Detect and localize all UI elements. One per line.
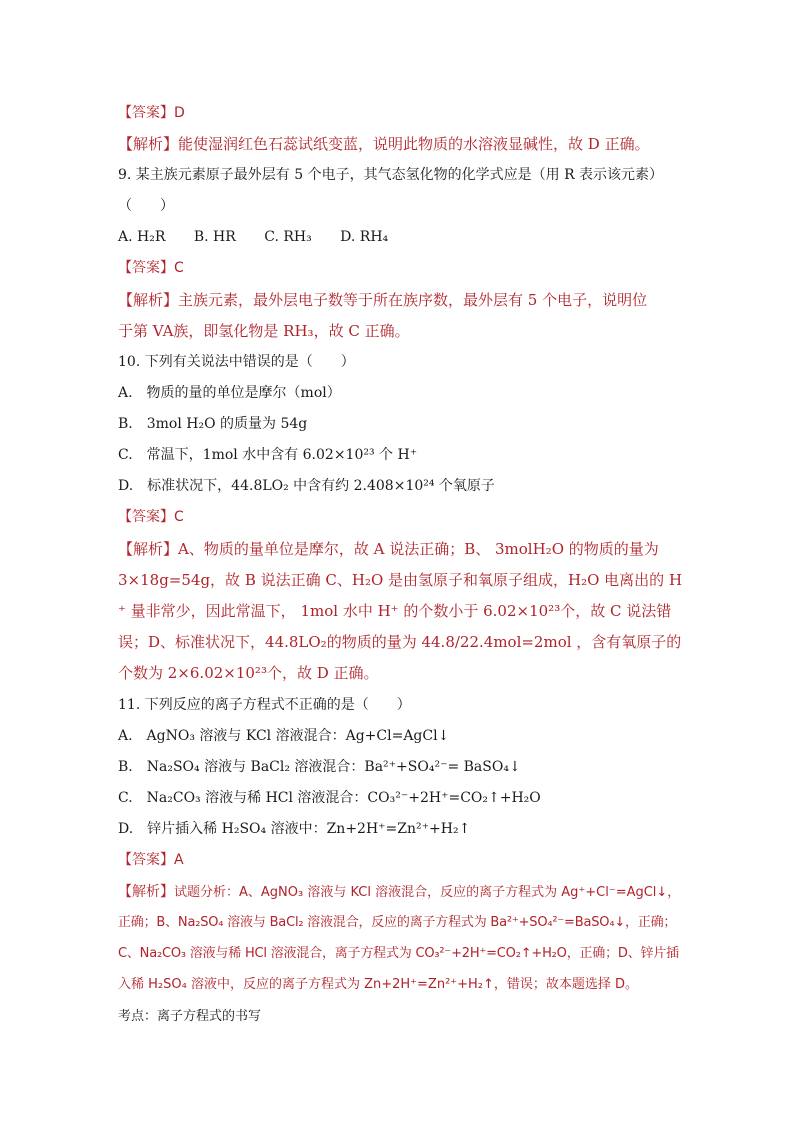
q9-paren: （ ） [118,198,174,214]
q9-analysis-line-1 [118,290,647,310]
q10-answer: C [174,509,184,525]
q9-answer: C [174,260,184,276]
q11-option-c: C. Na₂CO₃ 溶液与稀 HCl 溶液混合：CO₃²⁻+2H⁺=CO₂↑+H₂O [118,790,541,806]
q11-kaodian: ：离子方程式的书写 [144,1009,262,1024]
q11-analysis-line-4: 入稀 H₂SO₄ 溶液中，反应的离子方程式为 Zn+2H⁺=Zn²⁺+H₂↑，错误；故本题选择 D。 [118,977,639,992]
q9-option-c: C. RH₃ [264,229,312,245]
q11-answer-line [118,850,184,870]
q10-option-d: D. 标准状况下，44.8LO₂ 中含有约 2.408×10²⁴ 个氧原子 [118,478,495,494]
q10-option-a: A. 物质的量的单位是摩尔（mol） [118,385,341,401]
q9-option-a: A. H₂R [118,229,166,245]
q10-analysis-line-4: 误；D、标准状况下，44.8LO₂的物质的量为 44.8/22.4mol=2mol ，含有氧原子的 [118,633,682,651]
q9-analysis-1: 主族元素，最外层电子数等于所在族序数，最外层有 5 个电子，说明位 [178,291,648,309]
q10-stem: 10. 下列有关说法中错误的是（ ） [118,354,355,370]
kaodian-label: 考点 [118,1009,145,1024]
q9-analysis-line-2: 于第 VA族，即氢化物是 RH₃，故 C 正确。 [118,322,410,340]
q9-option-b: B. HR [193,229,236,245]
q10-option-b: B. 3mol H₂O 的质量为 54g [118,416,308,432]
analysis-label: 【解析】 [118,135,179,153]
q11-analysis-1: 试题分析：A、AgNO₃ 溶液与 KCl 溶液混合，反应的离子方程式为 Ag⁺+Cl⁻=AgCl↓， [174,885,681,900]
q10-analysis-line-3: ⁺ 量非常少，因此常温下， 1mol 水中 H⁺ 的个数小于 6.02×10²³个，故 C 说法错 [118,602,672,620]
q11-answer: A [174,852,184,868]
q9-option-d: D. RH₄ [340,229,389,245]
analysis-label: 【解析】 [118,884,174,900]
q11-option-b: B. Na₂SO₄ 溶液与 BaCl₂ 溶液混合：Ba²⁺+SO₄²⁻= BaSO₄↓ [118,759,521,775]
answer-label: 【答案】 [118,260,174,276]
q11-analysis-line-2: 正确；B、Na₂SO₄ 溶液与 BaCl₂ 溶液混合，反应的离子方程式为 Ba²⁺+SO₄²⁻=BaSO₄↓，正确； [118,915,677,930]
answer-label: 【答案】 [118,105,174,121]
q11-kaodian-line [118,1007,261,1027]
q11-option-d: D. 锌片插入稀 H₂SO₄ 溶液中：Zn+2H⁺=Zn²⁺+H₂↑ [118,821,471,837]
q9-options [118,227,388,247]
q8-answer-line [118,103,185,123]
q10-option-c: C. 常温下，1mol 水中含有 6.02×10²³ 个 H⁺ [118,447,418,463]
q11-analysis-line-1 [118,882,680,903]
q10-analysis-line-1 [118,539,659,559]
q8-answer: D [174,105,185,121]
q10-analysis-1: A、物质的量单位是摩尔，故 A 说法正确；B、 3molH₂O 的物质的量为 [178,540,659,558]
q11-stem: 11. 下列反应的离子方程式不正确的是（ ） [118,697,411,713]
analysis-label: 【解析】 [118,291,179,309]
q11-analysis-line-3: C、Na₂CO₃ 溶液与稀 HCl 溶液混合，离子方程式为 CO₃²⁻+2H⁺=CO₂↑+H₂O，正确；D、锌片插 [118,946,679,961]
q10-answer-line [118,507,184,527]
q10-analysis-line-5: 个数为 2×6.02×10²³个，故 D 正确。 [118,664,379,682]
answer-label: 【答案】 [118,509,174,525]
analysis-label: 【解析】 [118,540,179,558]
answer-label: 【答案】 [118,852,174,868]
q10-analysis-line-2: 3×18g=54g，故 B 说法正确 C、H₂O 是由氢原子和氧原子组成，H₂O 电离出的 H [118,571,683,589]
q9-stem: 9. 某主族元素原子最外层有 5 个电子，其气态氢化物的化学式应是（用 R 表示该元素） [118,167,664,183]
q8-analysis: 能使湿润红色石蕊试纸变蓝，说明此物质的水溶液显碱性，故 D 正确。 [178,135,650,153]
q8-analysis-line [118,134,650,154]
q11-option-a: A. AgNO₃ 溶液与 KCl 溶液混合：Ag+Cl=AgCl↓ [118,728,450,744]
q9-answer-line [118,258,184,278]
